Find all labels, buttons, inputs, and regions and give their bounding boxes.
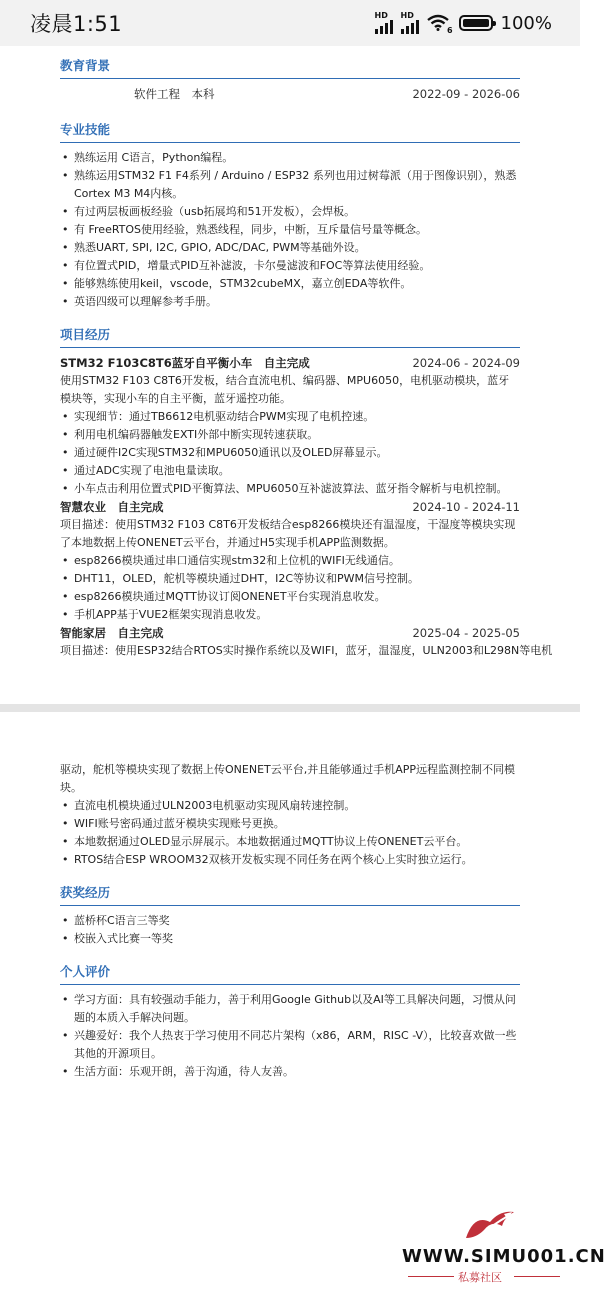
list-item: • 有位置式PID，增量式PID互补滤波，卡尔曼滤波和FOC等算法使用经验。: [60, 257, 520, 275]
list-item: • 熟练运用 C语言，Python编程。: [60, 149, 520, 167]
skills-list: [60, 149, 520, 311]
project-1-name: STM32 F103C8T6蓝牙自平衡小车 自主完成: [60, 356, 310, 370]
project-1-desc: 使用STM32 F103 C8T6开发板，结合直流电机、编码器、MPU6050，电机驱动模块，蓝牙模块等，实现小车的自主平衡，蓝牙遥控功能。: [60, 374, 510, 405]
project-2-header: [60, 498, 520, 516]
list-item: • 校嵌入式比赛一等奖: [60, 930, 520, 948]
project-2-list: [60, 552, 520, 624]
education-major: 软件工程 本科: [134, 87, 215, 101]
list-item: • 利用电机编码器触发EXTI外部中断实现转速获取。: [60, 426, 520, 444]
list-item: • 有过两层板画板经验（usb拓展坞和51开发板），会焊板。: [60, 203, 520, 221]
list-item: • 熟悉UART, SPI, I2C, GPIO, ADC/DAC, PWM等基础外设。: [60, 239, 520, 257]
status-icons: [375, 12, 552, 34]
list-item: • 实现细节：通过TB6612电机驱动结合PWM实现了电机控速。: [60, 408, 520, 426]
list-item: • 英语四级可以理解参考手册。: [60, 293, 520, 311]
self-eval-title: 个人评价: [60, 962, 520, 985]
project-2-desc: 项目描述：使用STM32 F103 C8T6开发板结合esp8266模块还有温湿度，干湿度等模块实现了本地数据上传ONENET云平台，并通过H5实现手机APP监测数据。: [60, 518, 516, 549]
project-3-dates: 2025-04 - 2025-05: [412, 626, 520, 640]
project-3-header: [60, 624, 520, 642]
list-item: • RTOS结合ESP WROOM32双核开发板实现不同任务在两个核心上实时独立运行。: [60, 851, 520, 869]
watermark: [402, 1208, 606, 1284]
list-item: • 有 FreeRTOS使用经验，熟悉线程，同步，中断，互斥量信号量等概念。: [60, 221, 520, 239]
project-3-list: [60, 797, 520, 869]
self-eval-list: [60, 991, 520, 1081]
battery-icon: [459, 15, 493, 31]
list-item: • 熟练运用STM32 F1 F4系列 / Arduino / ESP32 系列也用过树莓派（用于图像识别），熟悉Cortex M3 M4内核。: [60, 167, 520, 203]
list-item: • 小车点击利用位置式PID平衡算法、MPU6050互补滤波算法、蓝牙指令解析与电机控制。: [60, 480, 520, 498]
list-item: • 手机APP基于VUE2框架实现消息收发。: [60, 606, 520, 624]
list-item: • 能够熟练使用keil，vscode，STM32cubeMX，嘉立创EDA等软件。: [60, 275, 520, 293]
project-1-header: [60, 354, 520, 372]
status-time: 凌晨1:51: [30, 12, 123, 36]
list-item: • 蓝桥杯C语言三等奖: [60, 912, 520, 930]
list-item: • WIFI账号密码通过蓝牙模块实现账号更换。: [60, 815, 520, 833]
list-item: • 通过硬件I2C实现STM32和MPU6050通讯以及OLED屏幕显示。: [60, 444, 520, 462]
list-item: • 直流电机模块通过ULN2003电机驱动实现风扇转速控制。: [60, 797, 520, 815]
project-3-desc-top: 项目描述：使用ESP32结合RTOS实时操作系统以及WIFI，蓝牙，温湿度，ULN2003和L298N等电机: [60, 644, 553, 657]
resume-page-bottom: [60, 761, 520, 1081]
status-bar: [0, 0, 580, 46]
signal-1-icon: HD: [375, 12, 393, 34]
signal-2-icon: HD: [401, 12, 419, 34]
watermark-sub: 私募社区: [458, 1271, 502, 1284]
awards-title: 获奖经历: [60, 883, 520, 906]
list-item: • 通过ADC实现了电池电量读取。: [60, 462, 520, 480]
list-item: • 生活方面：乐观开朗，善于沟通，待人友善。: [60, 1063, 520, 1081]
list-item: • 本地数据通过OLED显示屏展示。本地数据通过MQTT协议上传ONENET云平台。: [60, 833, 520, 851]
project-3-desc-bottom: 驱动，舵机等模块实现了数据上传ONENET云平台,并且能够通过手机APP远程监测控制不同模块。: [60, 763, 516, 794]
project-1-dates: 2024-06 - 2024-09: [412, 356, 520, 370]
project-2-dates: 2024-10 - 2024-11: [412, 500, 520, 514]
list-item: • 学习方面：具有较强动手能力，善于利用Google Github以及AI等工具解决问题，习惯从问题的本质入手解决问题。: [60, 991, 520, 1027]
list-item: • esp8266模块通过串口通信实现stm32和上位机的WIFI无线通信。: [60, 552, 520, 570]
project-3-name: 智能家居 自主完成: [60, 626, 164, 640]
education-dates: 2022-09 - 2026-06: [412, 87, 520, 101]
watermark-logo-icon: [460, 1208, 520, 1248]
list-item: • 兴趣爱好：我个人热衷于学习使用不同芯片架构（x86，ARM，RISC -V），比较喜欢做一些其他的开源项目。: [60, 1027, 520, 1063]
page-divider: [0, 704, 580, 712]
awards-list: [60, 912, 520, 948]
education-row: [60, 85, 520, 103]
resume-page-top: [60, 56, 553, 660]
watermark-site: WWW.SIMU001.CN: [402, 1246, 606, 1267]
list-item: • esp8266模块通过MQTT协议订阅ONENET平台实现消息收发。: [60, 588, 520, 606]
battery-percent: 100%: [500, 12, 552, 34]
wifi-icon: 6: [427, 14, 451, 32]
project-2-name: 智慧农业 自主完成: [60, 500, 164, 514]
projects-title: 项目经历: [60, 325, 520, 348]
list-item: • DHT11，OLED，舵机等模块通过DHT，I2C等协议和PWM信号控制。: [60, 570, 520, 588]
project-1-list: [60, 408, 520, 498]
education-title: 教育背景: [60, 56, 520, 79]
skills-title: 专业技能: [60, 120, 520, 143]
